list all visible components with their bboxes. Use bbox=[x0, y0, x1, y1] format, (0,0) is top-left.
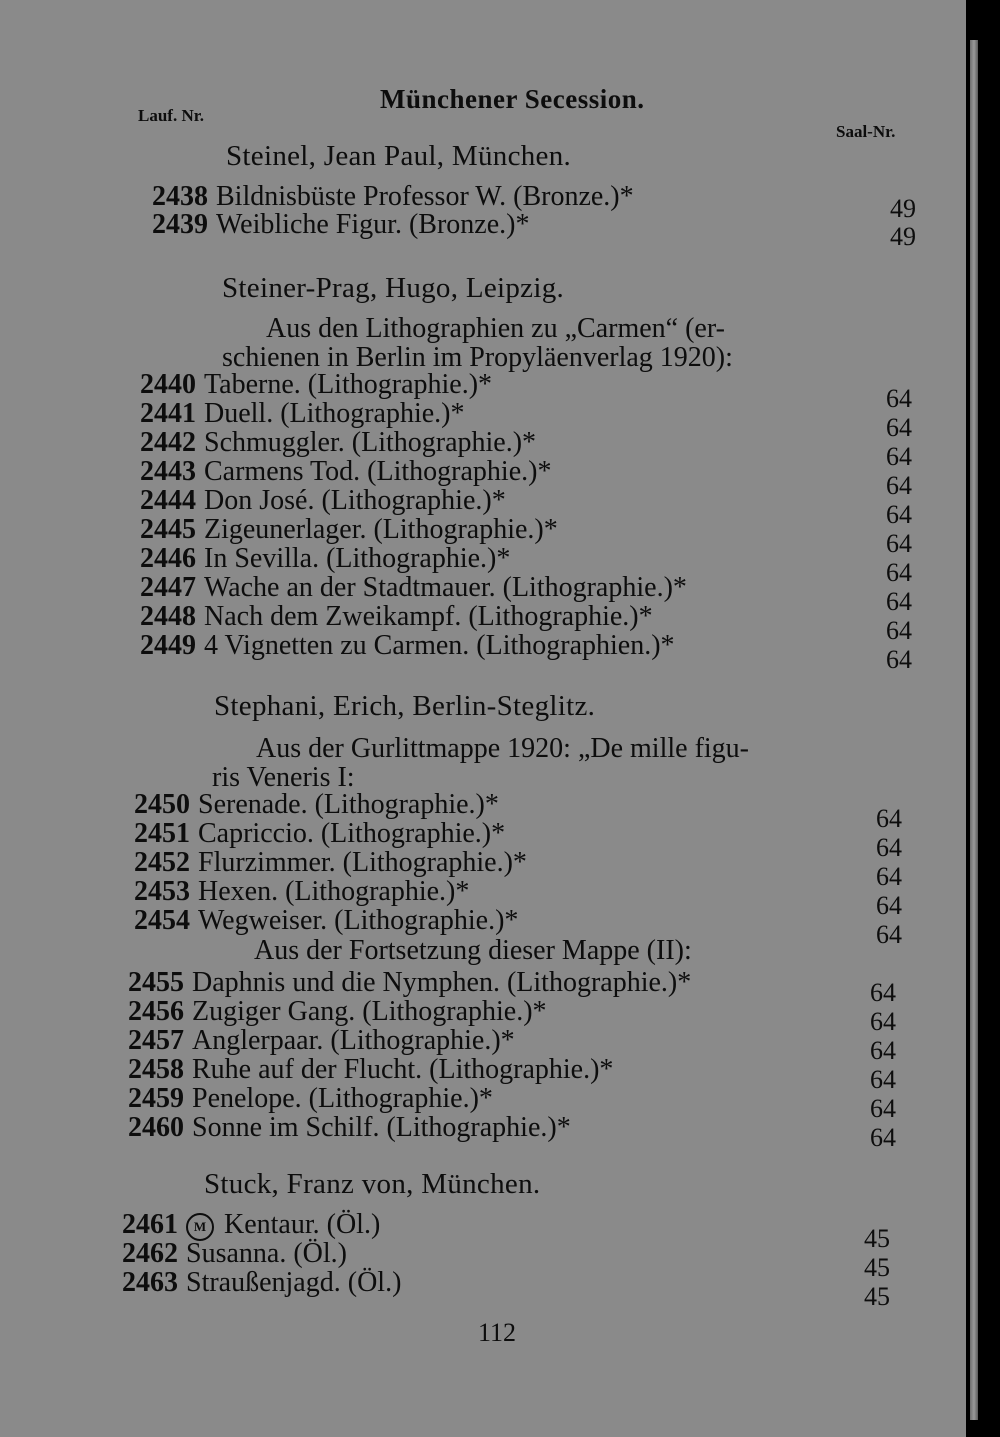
catalog-entry bbox=[104, 996, 904, 1036]
column-header-lauf-nr: Lauf. Nr. bbox=[138, 106, 204, 125]
room-number: 64 bbox=[876, 833, 902, 862]
entry-title: Wegweiser. (Lithographie.)* bbox=[198, 905, 519, 936]
room-number: 64 bbox=[870, 1036, 896, 1065]
entry-number: 2453 bbox=[134, 876, 190, 907]
catalog-entry bbox=[104, 1112, 904, 1152]
entry-title: Bildnisbüste Professor W. (Bronze.)* bbox=[216, 181, 634, 212]
entry-number: 2451 bbox=[134, 818, 190, 849]
entry-title: Daphnis und die Nymphen. (Lithographie.)* bbox=[192, 967, 692, 998]
entry-number: 2457 bbox=[128, 1025, 184, 1056]
entry-title: Schmuggler. (Lithographie.)* bbox=[204, 427, 537, 458]
entry-number: 2463 bbox=[122, 1267, 178, 1298]
entry-title: Kentaur. (Öl.) bbox=[224, 1209, 381, 1240]
entry-title: Straußenjagd. (Öl.) bbox=[186, 1267, 402, 1298]
room-number: 64 bbox=[876, 862, 902, 891]
room-number: 49 bbox=[890, 194, 916, 223]
entry-number: 2459 bbox=[128, 1083, 184, 1114]
entry-number: 2461 bbox=[122, 1209, 178, 1240]
entry-title: Carmens Tod. (Lithographie.)* bbox=[204, 456, 552, 487]
entry-title: Zigeunerlager. (Lithographie.)* bbox=[204, 514, 558, 545]
entry-title: Taberne. (Lithographie.)* bbox=[204, 369, 493, 400]
room-number: 64 bbox=[870, 1094, 896, 1123]
series-intro-line: schienen in Berlin im Propyläenverlag 1920): bbox=[222, 342, 733, 373]
entry-number: 2444 bbox=[140, 485, 196, 516]
entry-title: Susanna. (Öl.) bbox=[186, 1238, 347, 1269]
series-intro-line: ris Veneris I: bbox=[212, 762, 355, 793]
room-number: 64 bbox=[886, 413, 912, 442]
room-number: 64 bbox=[886, 529, 912, 558]
catalog-entry bbox=[110, 905, 910, 949]
room-number: 64 bbox=[886, 442, 912, 471]
series-intro-line: Aus den Lithographien zu „Carmen“ (er- bbox=[266, 313, 725, 344]
room-number: 64 bbox=[870, 1007, 896, 1036]
room-number: 64 bbox=[870, 978, 896, 1007]
book-spine-line bbox=[970, 40, 978, 1420]
entry-number: 2462 bbox=[122, 1238, 178, 1269]
entry-title: Penelope. (Lithographie.)* bbox=[192, 1083, 493, 1114]
catalog-entry bbox=[104, 1025, 904, 1065]
catalog-entry bbox=[98, 1267, 898, 1311]
room-number: 64 bbox=[886, 471, 912, 500]
room-number: 64 bbox=[876, 804, 902, 833]
entry-number: 2445 bbox=[140, 514, 196, 545]
entry-title: Nach dem Zweikampf. (Lithographie.)* bbox=[204, 601, 653, 632]
catalog-entry bbox=[116, 601, 916, 645]
entry-title: Hexen. (Lithographie.)* bbox=[198, 876, 470, 907]
page-title: Münchener Secession. bbox=[380, 84, 645, 114]
catalog-entry bbox=[116, 572, 916, 616]
entry-number: 2456 bbox=[128, 996, 184, 1027]
artist-heading: Stuck, Franz von, München. bbox=[204, 1168, 541, 1200]
entry-number: 2447 bbox=[140, 572, 196, 603]
entry-title: Zugiger Gang. (Lithographie.)* bbox=[192, 996, 547, 1027]
series-intro-line: Aus der Gurlittmappe 1920: „De mille figu- bbox=[256, 733, 749, 764]
room-number: 45 bbox=[864, 1253, 890, 1282]
catalog-entry bbox=[116, 456, 916, 500]
entry-title: Wache an der Stadtmauer. (Lithographie.)* bbox=[204, 572, 687, 603]
page-number: 112 bbox=[478, 1318, 517, 1347]
entry-number: 2441 bbox=[140, 398, 196, 429]
room-number: 45 bbox=[864, 1224, 890, 1253]
m-circle-icon: M bbox=[186, 1213, 214, 1241]
entry-title: Sonne im Schilf. (Lithographie.)* bbox=[192, 1112, 571, 1143]
entry-number: 2446 bbox=[140, 543, 196, 574]
entry-number: 2440 bbox=[140, 369, 196, 400]
entry-title: Don José. (Lithographie.)* bbox=[204, 485, 506, 516]
room-number: 64 bbox=[886, 384, 912, 413]
room-number: 64 bbox=[886, 587, 912, 616]
catalog-entry bbox=[116, 398, 916, 442]
entry-number: 2455 bbox=[128, 967, 184, 998]
room-number: 49 bbox=[890, 222, 916, 251]
catalog-entry bbox=[110, 789, 910, 833]
catalog-entry bbox=[98, 1209, 898, 1253]
entry-number: 2448 bbox=[140, 601, 196, 632]
entry-title-with-icon bbox=[186, 1210, 380, 1241]
catalog-entry bbox=[110, 876, 910, 920]
artist-heading: Steiner-Prag, Hugo, Leipzig. bbox=[222, 272, 565, 304]
series-intro bbox=[210, 936, 850, 965]
entry-title: Weibliche Figur. (Bronze.)* bbox=[216, 209, 530, 240]
series-intro bbox=[222, 314, 862, 372]
entry-title: Ruhe auf der Flucht. (Lithographie.)* bbox=[192, 1054, 614, 1085]
entry-number: 2460 bbox=[128, 1112, 184, 1143]
catalog-entry bbox=[104, 1083, 904, 1123]
entry-number: 2454 bbox=[134, 905, 190, 936]
room-number: 64 bbox=[886, 645, 912, 674]
catalog-entry bbox=[104, 967, 904, 1007]
catalog-entry bbox=[98, 1238, 898, 1282]
entry-title: Duell. (Lithographie.)* bbox=[204, 398, 465, 429]
artist-heading: Steinel, Jean Paul, München. bbox=[226, 140, 572, 172]
catalog-entry bbox=[116, 427, 916, 471]
room-number: 64 bbox=[876, 920, 902, 949]
catalog-entry bbox=[116, 369, 916, 413]
catalog-entry bbox=[110, 847, 910, 891]
catalog-entry bbox=[128, 209, 928, 251]
entry-number: 2458 bbox=[128, 1054, 184, 1085]
catalog-entry bbox=[116, 485, 916, 529]
entry-title: In Sevilla. (Lithographie.)* bbox=[204, 543, 511, 574]
series-intro-line: Aus der Fortsetzung dieser Mappe (II): bbox=[254, 935, 692, 966]
entry-title: 4 Vignetten zu Carmen. (Lithographien.)* bbox=[204, 630, 675, 661]
room-number: 64 bbox=[870, 1123, 896, 1152]
entry-number: 2443 bbox=[140, 456, 196, 487]
catalog-entry bbox=[116, 630, 916, 674]
room-number: 64 bbox=[886, 616, 912, 645]
catalog-entry bbox=[116, 514, 916, 558]
column-header-saal-nr: Saal-Nr. bbox=[836, 122, 896, 141]
artist-heading: Stephani, Erich, Berlin-Steglitz. bbox=[214, 690, 596, 722]
catalog-entry bbox=[110, 818, 910, 862]
catalog-entry bbox=[128, 181, 928, 223]
room-number: 64 bbox=[876, 891, 902, 920]
room-number: 64 bbox=[886, 500, 912, 529]
entry-title: Serenade. (Lithographie.)* bbox=[198, 789, 499, 820]
room-number: 45 bbox=[864, 1282, 890, 1311]
entry-title: Flurzimmer. (Lithographie.)* bbox=[198, 847, 527, 878]
entry-title: Anglerpaar. (Lithographie.)* bbox=[192, 1025, 515, 1056]
entry-number: 2438 bbox=[152, 181, 208, 212]
entry-number: 2452 bbox=[134, 847, 190, 878]
entry-number: 2449 bbox=[140, 630, 196, 661]
catalog-entry bbox=[116, 543, 916, 587]
entry-number: 2450 bbox=[134, 789, 190, 820]
room-number: 64 bbox=[870, 1065, 896, 1094]
room-number: 64 bbox=[886, 558, 912, 587]
entry-number: 2442 bbox=[140, 427, 196, 458]
entry-title: Capriccio. (Lithographie.)* bbox=[198, 818, 506, 849]
catalog-entry bbox=[104, 1054, 904, 1094]
entry-number: 2439 bbox=[152, 209, 208, 240]
series-intro bbox=[212, 734, 852, 792]
